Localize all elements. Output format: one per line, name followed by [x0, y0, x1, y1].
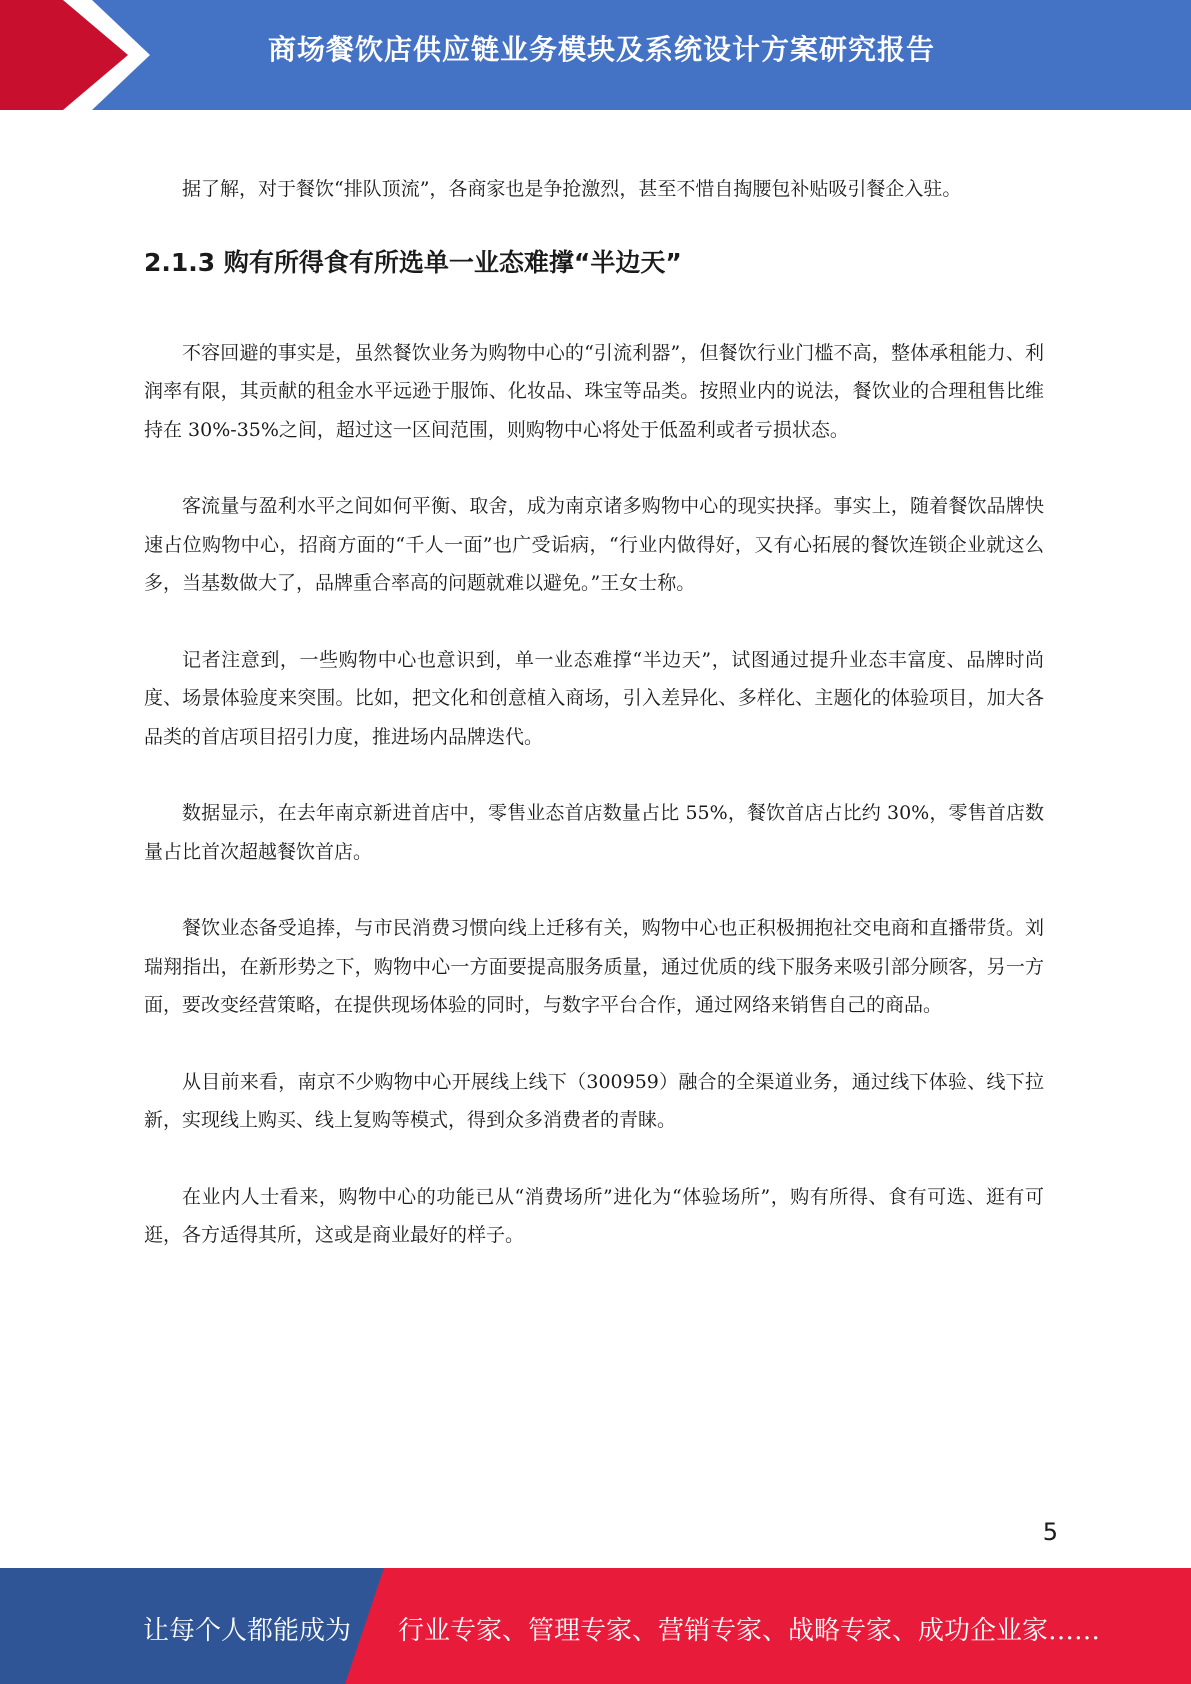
chevron-decoration	[0, 0, 160, 110]
paragraph: 数据显示，在去年南京新进首店中，零售业态首店数量占比 55%，餐饮首店占比约 30%，零售首店数量占比首次超越餐饮首店。	[144, 802, 1044, 863]
page-header	[0, 0, 1191, 110]
footer-tagline: 行业专家、管理专家、营销专家、战略专家、成功企业家……	[398, 1616, 1101, 1646]
paragraph: 餐饮业态备受追捧，与市民消费习惯向线上迁移有关，购物中心也正积极拥抱社交电商和直播带货。刘瑞翔指出，在新形势之下，购物中心一方面要提高服务质量，通过优质的线下服务来吸引部分顾客，另一方面，要改变经营策略，在提供现场体验的同时，与数字平台合作，通过网络来销售自己的商品。	[144, 917, 1044, 1016]
paragraph: 从目前来看，南京不少购物中心开展线上线下（300959）融合的全渠道业务，通过线下体验、线下拉新，实现线上购买、线上复购等模式，得到众多消费者的青睐。	[144, 1070, 1044, 1131]
section-heading: 2.1.3 购有所得食有所选单一业态难撑“半边天”	[144, 247, 682, 277]
report-title: 商场餐饮店供应链业务模块及系统设计方案研究报告	[268, 33, 936, 66]
page-footer	[0, 1568, 1191, 1684]
paragraph: 不容回避的事实是，虽然餐饮业务为购物中心的“引流利器”，但餐饮行业门槛不高，整体承租能力、利润率有限，其贡献的租金水平远逊于服饰、化妆品、珠宝等品类。按照业内的说法，餐饮业的合理租售比维持在 30%-35%之间，超过这一区间范围，则购物中心将处于低盈利或者亏损状态。	[144, 341, 1044, 441]
paragraph: 在业内人士看来，购物中心的功能已从“消费场所”进化为“体验场所”，购有所得、食有可选、逛有可逛，各方适得其所，这或是商业最好的样子。	[144, 1185, 1044, 1246]
page-number: 5	[1042, 1518, 1058, 1546]
paragraph: 记者注意到，一些购物中心也意识到，单一业态难撑“半边天”，试图通过提升业态丰富度、品牌时尚度、场景体验度来突围。比如，把文化和创意植入商场，引入差异化、多样化、主题化的体验项目，加大各品类的首店项目招引力度，推进场内品牌迭代。	[144, 648, 1044, 748]
paragraph: 据了解，对于餐饮“排队顶流”，各商家也是争抢激烈，甚至不惜自掏腰包补贴吸引餐企入驻。	[182, 178, 962, 200]
paragraph: 客流量与盈利水平之间如何平衡、取舍，成为南京诸多购物中心的现实抉择。事实上，随着餐饮品牌快速占位购物中心，招商方面的“千人一面”也广受诟病，“行业内做得好，又有心拓展的餐饮连锁企业就这么多，当基数做大了，品牌重合率高的问题就难以避免。”王女士称。	[144, 495, 1044, 594]
main-content	[144, 170, 1044, 1293]
footer-slogan: 让每个人都能成为	[143, 1616, 352, 1646]
